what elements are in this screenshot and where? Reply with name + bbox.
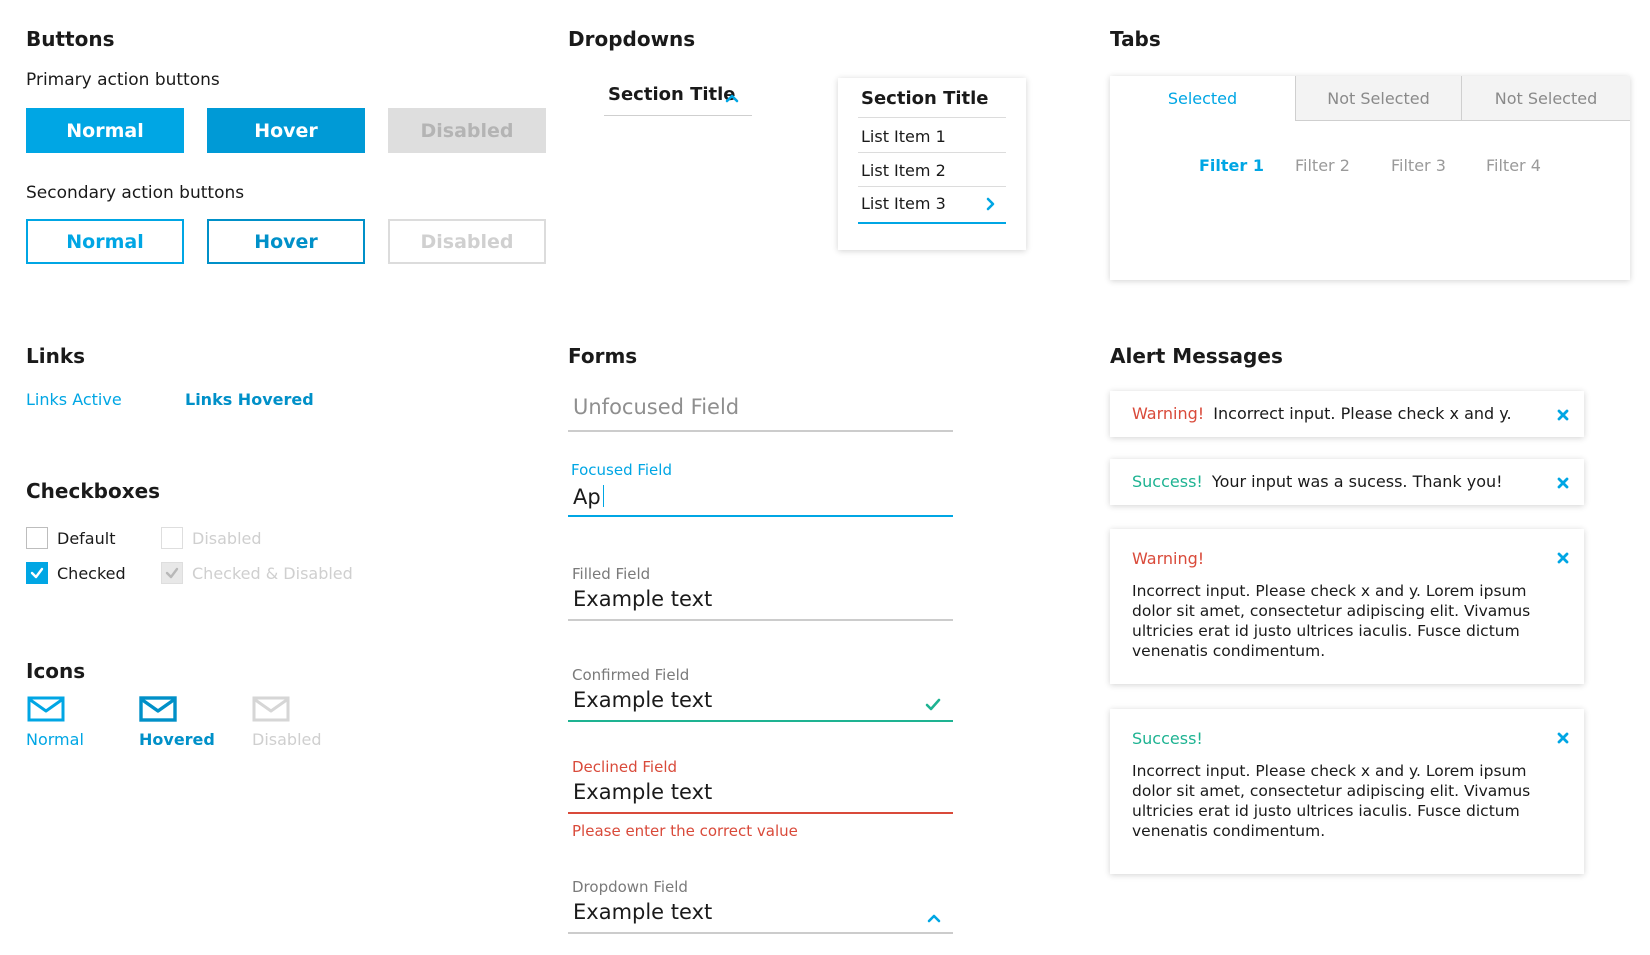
declined-field-label: Declined Field [572,758,678,776]
checkbox-checked[interactable] [26,562,48,584]
checkbox-disabled-label: Disabled [192,529,262,548]
alert-title: Warning! [1132,549,1205,568]
alert-body-line: ultricies erat id justo ultrices iaculis. Fusce dictum [1132,802,1520,820]
filled-field-value: Example text [573,587,713,611]
checkbox-checked-label: Checked [57,564,126,583]
forms-heading: Forms [568,344,638,368]
close-icon[interactable] [1556,408,1570,422]
checkbox-default[interactable] [26,527,48,549]
links-heading: Links [26,344,86,368]
alert-body-line: Incorrect input. Please check x and y. Lorem ipsum [1132,582,1527,600]
icons-heading: Icons [26,659,86,683]
link-active[interactable]: Links Active [26,390,122,409]
dropdown-field-label: Dropdown Field [572,878,688,896]
confirmed-field[interactable] [568,664,953,724]
chevron-right-icon [982,196,998,212]
icon-hovered-label: Hovered [139,730,215,749]
dropdown-panel-title: Section Title [861,88,989,109]
close-icon[interactable] [1556,551,1570,565]
alert-title: Success! [1132,472,1203,491]
alerts-heading: Alert Messages [1110,344,1283,368]
focused-field[interactable] [568,458,953,518]
link-hovered[interactable]: Links Hovered [185,390,314,409]
alert-success-long [1110,709,1584,874]
filter-1[interactable]: Filter 1 [1199,156,1264,175]
dropdown-list-item-active[interactable] [858,187,1006,221]
tab-not-selected[interactable]: Not Selected [1295,76,1461,121]
tabs-heading: Tabs [1110,27,1161,51]
alert-warning-long [1110,529,1584,684]
dropdown-list-item[interactable] [858,118,1006,152]
icon-normal-label: Normal [26,730,84,749]
confirmed-field-value: Example text [573,688,713,712]
checkmark-icon [165,566,179,580]
alert-title: Success! [1132,729,1203,748]
primary-hover-button[interactable]: Hover [207,108,365,153]
alert-title: Warning! [1132,404,1205,423]
buttons-heading: Buttons [26,27,115,51]
alert-body-line: Incorrect input. Please check x and y. Lorem ipsum [1132,762,1527,780]
primary-normal-button[interactable]: Normal [26,108,184,153]
checkmark-icon [30,566,44,580]
filter-3[interactable]: Filter 3 [1391,156,1446,175]
secondary-buttons-heading: Secondary action buttons [26,183,245,203]
secondary-hover-button[interactable]: Hover [207,219,365,264]
filter-4[interactable]: Filter 4 [1486,156,1541,175]
alert-success-short [1110,459,1584,505]
dropdown-list-item[interactable] [858,153,1006,187]
alert-message [1132,404,1512,423]
declined-field-error: Please enter the correct value [572,822,798,840]
tab-not-selected[interactable]: Not Selected [1461,76,1630,121]
declined-field[interactable] [568,756,953,846]
confirmed-field-label: Confirmed Field [572,666,690,684]
alert-body [1132,581,1572,661]
mail-icon-disabled [252,696,290,722]
secondary-disabled-button: Disabled [388,219,546,264]
collapsed-dropdown[interactable] [604,82,752,118]
alert-body-line: dolor sit amet, consectetur adipiscing elit. Vivamus [1132,602,1531,620]
dropdown-underline [604,115,752,116]
chevron-up-icon [724,90,740,106]
dropdown-field[interactable] [568,876,953,936]
close-icon[interactable] [1556,731,1570,745]
icon-disabled-label: Disabled [252,730,322,749]
unfocused-field-placeholder: Unfocused Field [573,395,740,419]
alert-warning-short [1110,391,1584,437]
secondary-normal-button[interactable]: Normal [26,219,184,264]
alert-text: Incorrect input. Please check x and y. [1213,404,1512,423]
field-underline-focused [568,515,953,517]
checkbox-default-label: Default [57,529,116,548]
tabs-panel [1110,76,1630,280]
primary-buttons-heading: Primary action buttons [26,70,220,90]
alert-body-line: ultricies erat id justo ultrices iaculis. Fusce dictum [1132,622,1520,640]
alert-body-line: venenatis condimentum. [1132,642,1326,660]
dropdowns-heading: Dropdowns [568,27,696,51]
field-underline [568,932,953,934]
filled-field-label: Filled Field [572,565,651,583]
list-item-label: List Item 2 [861,161,946,180]
declined-field-value: Example text [573,780,713,804]
alert-text: Your input was a sucess. Thank you! [1211,472,1503,491]
primary-disabled-button: Disabled [388,108,546,153]
dropdown-section-title: Section Title [608,84,736,105]
focused-field-value: Ap [573,485,604,509]
alert-body-line: dolor sit amet, consectetur adipiscing elit. Vivamus [1132,782,1531,800]
alert-body-line: venenatis condimentum. [1132,822,1326,840]
mail-icon[interactable] [27,696,65,722]
close-icon[interactable] [1556,476,1570,490]
dropdown-field-value: Example text [573,900,713,924]
alert-body [1132,761,1572,841]
checkboxes-heading: Checkboxes [26,479,161,503]
alert-message [1132,472,1503,491]
tab-selected[interactable]: Selected [1110,76,1295,121]
filter-2[interactable]: Filter 2 [1295,156,1350,175]
mail-icon-hovered[interactable] [139,696,177,722]
checkbox-disabled [161,527,183,549]
focused-field-label: Focused Field [571,461,672,479]
field-underline-declined [568,812,953,814]
list-item-label: List Item 1 [861,127,946,146]
list-item-label: List Item 3 [861,194,946,213]
unfocused-field[interactable] [568,388,953,432]
chevron-up-icon [926,910,942,926]
checkbox-checked-disabled [161,562,183,584]
field-underline [568,619,953,621]
checkmark-icon [925,698,941,712]
checkbox-checked-disabled-label: Checked & Disabled [192,564,353,583]
filled-field[interactable] [568,563,953,623]
field-underline [568,430,953,432]
field-underline-confirmed [568,720,953,722]
active-item-underline [858,222,1006,224]
expanded-dropdown-panel [838,78,1026,250]
